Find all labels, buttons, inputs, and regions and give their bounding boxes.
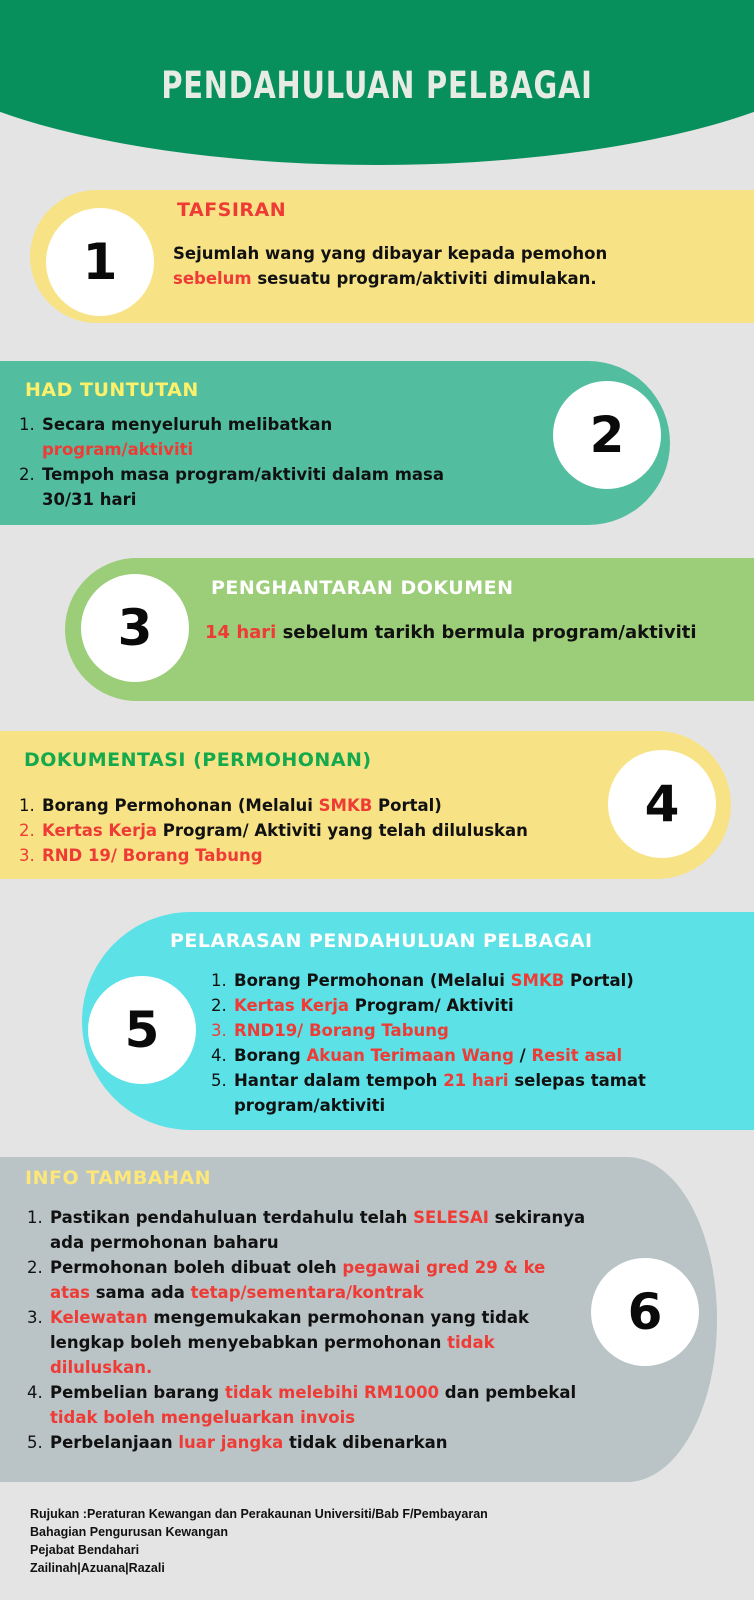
section-5-item5-text: Hantar dalam tempoh bbox=[234, 1071, 444, 1090]
section-1-title: TAFSIRAN bbox=[177, 199, 287, 221]
section-4-item1-red: SMKB bbox=[318, 796, 373, 815]
list-item bbox=[48, 1380, 590, 1430]
section-2-number: 2 bbox=[553, 381, 661, 489]
list-item bbox=[48, 1255, 590, 1305]
section-6-item4-text: Pembelian barang bbox=[50, 1383, 225, 1402]
footer-line-3: Pejabat Bendahari bbox=[30, 1543, 140, 1557]
section-4-number: 4 bbox=[608, 750, 716, 858]
section-4-item3-red: RND 19/ Borang Tabung bbox=[42, 846, 263, 865]
section-1-line2-rest: sesuatu program/aktiviti dimulakan. bbox=[251, 269, 597, 288]
footer-line-1: Rujukan :Peraturan Kewangan dan Perakaunan Universiti/Bab F/Pembayaran bbox=[30, 1507, 488, 1521]
list-item bbox=[48, 1205, 590, 1255]
section-6-item4-red1: tidak melebihi RM1000 bbox=[224, 1383, 440, 1402]
section-6-item2-text: Permohonan boleh dibuat oleh bbox=[50, 1258, 343, 1277]
list-item bbox=[48, 1430, 590, 1455]
section-5-list bbox=[214, 968, 664, 1118]
section-6-list bbox=[30, 1205, 590, 1455]
section-6-item1-red: SELESAI bbox=[413, 1208, 489, 1227]
section-5-item4-text: Borang bbox=[234, 1046, 307, 1065]
section-2-list bbox=[22, 412, 482, 512]
section-5-item1-red: SMKB bbox=[510, 971, 565, 990]
section-6-item1-rest: sekiranya ada permohonan baharu bbox=[50, 1208, 586, 1252]
section-5-item5-red: 21 hari bbox=[443, 1071, 509, 1090]
list-item bbox=[40, 843, 602, 868]
section-6-item5-red: luar jangka bbox=[178, 1433, 284, 1452]
section-5-item5-rest: selepas tamat program/aktiviti bbox=[234, 1071, 646, 1115]
section-5-item4-red1: Akuan Terimaan Wang bbox=[306, 1046, 514, 1065]
section-1-line1: Sejumlah wang yang dibayar kepada pemohon bbox=[173, 244, 608, 263]
section-2-title: HAD TUNTUTAN bbox=[25, 379, 199, 401]
section-6-item4-mid: dan pembekal bbox=[439, 1383, 577, 1402]
section-6-number: 6 bbox=[591, 1258, 699, 1366]
section-5-item2-rest: Program/ Aktiviti bbox=[349, 996, 514, 1015]
footer-line-4: Zailinah|Azuana|Razali bbox=[30, 1561, 165, 1575]
section-3-text-rest: sebelum tarikh bermula program/aktiviti bbox=[276, 622, 697, 643]
list-item bbox=[40, 412, 482, 462]
section-1-number: 1 bbox=[46, 208, 154, 316]
section-5-item2-red: Kertas Kerja bbox=[234, 996, 350, 1015]
section-2-item1-red: program/aktiviti bbox=[42, 440, 194, 459]
section-3-red-text: 14 hari bbox=[205, 622, 277, 643]
section-6-item2-mid: sama ada bbox=[89, 1283, 191, 1302]
section-5-item1-text: Borang Permohonan (Melalui bbox=[234, 971, 511, 990]
section-5-item4-red2: Resit asal bbox=[531, 1046, 623, 1065]
section-6-title: INFO TAMBAHAN bbox=[25, 1167, 212, 1189]
section-6-item5-rest: tidak dibenarkan bbox=[283, 1433, 448, 1452]
section-5-number: 5 bbox=[88, 976, 196, 1084]
footer-line-2: Bahagian Pengurusan Kewangan bbox=[30, 1525, 228, 1539]
list-item bbox=[48, 1305, 590, 1380]
section-4-item1-rest: Portal) bbox=[372, 796, 442, 815]
section-3-title: PENGHANTARAN DOKUMEN bbox=[211, 577, 514, 599]
list-item bbox=[40, 793, 602, 818]
section-4-title: DOKUMENTASI (PERMOHONAN) bbox=[24, 749, 372, 771]
list-item bbox=[232, 993, 664, 1018]
footer-reference bbox=[30, 1505, 488, 1577]
list-item bbox=[232, 968, 664, 993]
section-6-item3-red1: Kelewatan bbox=[50, 1308, 148, 1327]
section-5-item4-sep: / bbox=[513, 1046, 532, 1065]
section-6-item3-text: mengemukakan permohonan yang tidak lengkap boleh menyebabkan permohonan bbox=[50, 1308, 529, 1352]
section-5-item3-red: RND19/ Borang Tabung bbox=[234, 1021, 449, 1040]
section-6-item4-red2: tidak boleh mengeluarkan invois bbox=[50, 1408, 356, 1427]
section-6-item2-red1: pegawai gred 29 & ke atas bbox=[50, 1258, 546, 1302]
section-4-item2-rest: Program/ Aktiviti yang telah diluluskan bbox=[157, 821, 528, 840]
section-1-red-text: sebelum bbox=[173, 269, 252, 288]
section-6-item1-text: Pastikan pendahuluan terdahulu telah bbox=[50, 1208, 414, 1227]
list-item bbox=[232, 1018, 664, 1043]
section-2-item1-text: Secara menyeluruh melibatkan bbox=[42, 415, 333, 434]
page-title: PENDAHULUAN PELBAGAI bbox=[161, 64, 593, 107]
section-6-item5-text: Perbelanjaan bbox=[50, 1433, 179, 1452]
section-4-item2-red: Kertas Kerja bbox=[42, 821, 158, 840]
section-4-list bbox=[22, 793, 602, 868]
section-5-item1-rest: Portal) bbox=[564, 971, 634, 990]
section-3-number: 3 bbox=[81, 574, 189, 682]
section-5-title: PELARASAN PENDAHULUAN PELBAGAI bbox=[170, 930, 593, 952]
section-1-line2 bbox=[173, 266, 733, 291]
list-item bbox=[232, 1068, 664, 1118]
list-item: 2. Tempoh masa program/aktiviti dalam masa 30/31 hari bbox=[40, 462, 482, 512]
list-item bbox=[232, 1043, 664, 1068]
section-6-item2-red2: tetap/sementara/kontrak bbox=[190, 1283, 424, 1302]
list-item bbox=[40, 818, 602, 843]
section-3-text bbox=[205, 620, 750, 645]
section-4-item1-text: Borang Permohonan (Melalui bbox=[42, 796, 319, 815]
section-1-text bbox=[173, 241, 733, 291]
section-6-item3-red2: tidak diluluskan. bbox=[50, 1333, 495, 1377]
